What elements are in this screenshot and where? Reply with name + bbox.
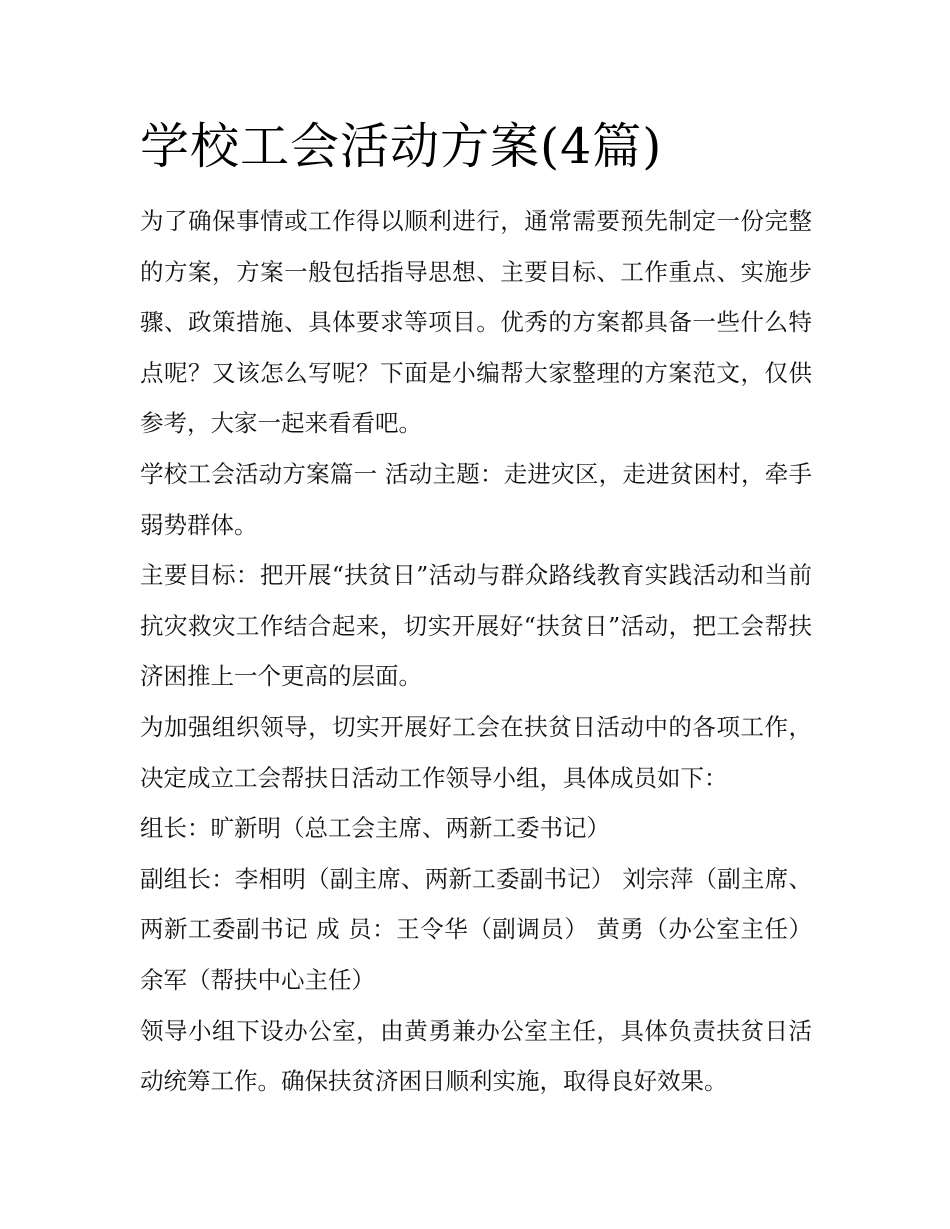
document-title: 学校工会活动方案(4篇): [140, 118, 663, 175]
deputy-leaders-paragraph: 副组长：李相明（副主席、两新工委副书记） 刘宗萍（副主席、两新工委副书记 成 员：王令华（副调员） 黄勇（办公室主任） 余军（帮扶中心主任）: [140, 864, 812, 994]
document-body: [140, 196, 812, 1107]
main-goal-paragraph: 主要目标：把开展“扶贫日”活动与群众路线教育实践活动和当前抗灾救灾工作结合起来，切实开展好“扶贫日”活动，把工会帮扶济困推上一个更高的层面。: [140, 561, 812, 691]
office-paragraph: 领导小组下设办公室，由黄勇兼办公室主任，具体负责扶贫日活动统筹工作。确保扶贫济困日顺利实施，取得良好效果。: [140, 1016, 812, 1096]
team-leader-paragraph: 组长：旷新明（总工会主席、两新工委书记）: [140, 814, 610, 843]
intro-paragraph: 为了确保事情或工作得以顺利进行，通常需要预先制定一份完整的方案，方案一般包括指导思想、主要目标、工作重点、实施步骤、政策措施、具体要求等项目。优秀的方案都具备一些什么特点呢？又该怎么写呢？下面是小编帮大家整理的方案范文，仅供参考，大家一起来看看吧。: [140, 207, 812, 438]
organization-paragraph: 为加强组织领导，切实开展好工会在扶贫日活动中的各项工作，决定成立工会帮扶日活动工作领导小组，具体成员如下：: [140, 712, 812, 792]
activity-theme-paragraph: 学校工会活动方案篇一 活动主题：走进灾区，走进贫困村，牵手弱势群体。: [140, 459, 812, 539]
